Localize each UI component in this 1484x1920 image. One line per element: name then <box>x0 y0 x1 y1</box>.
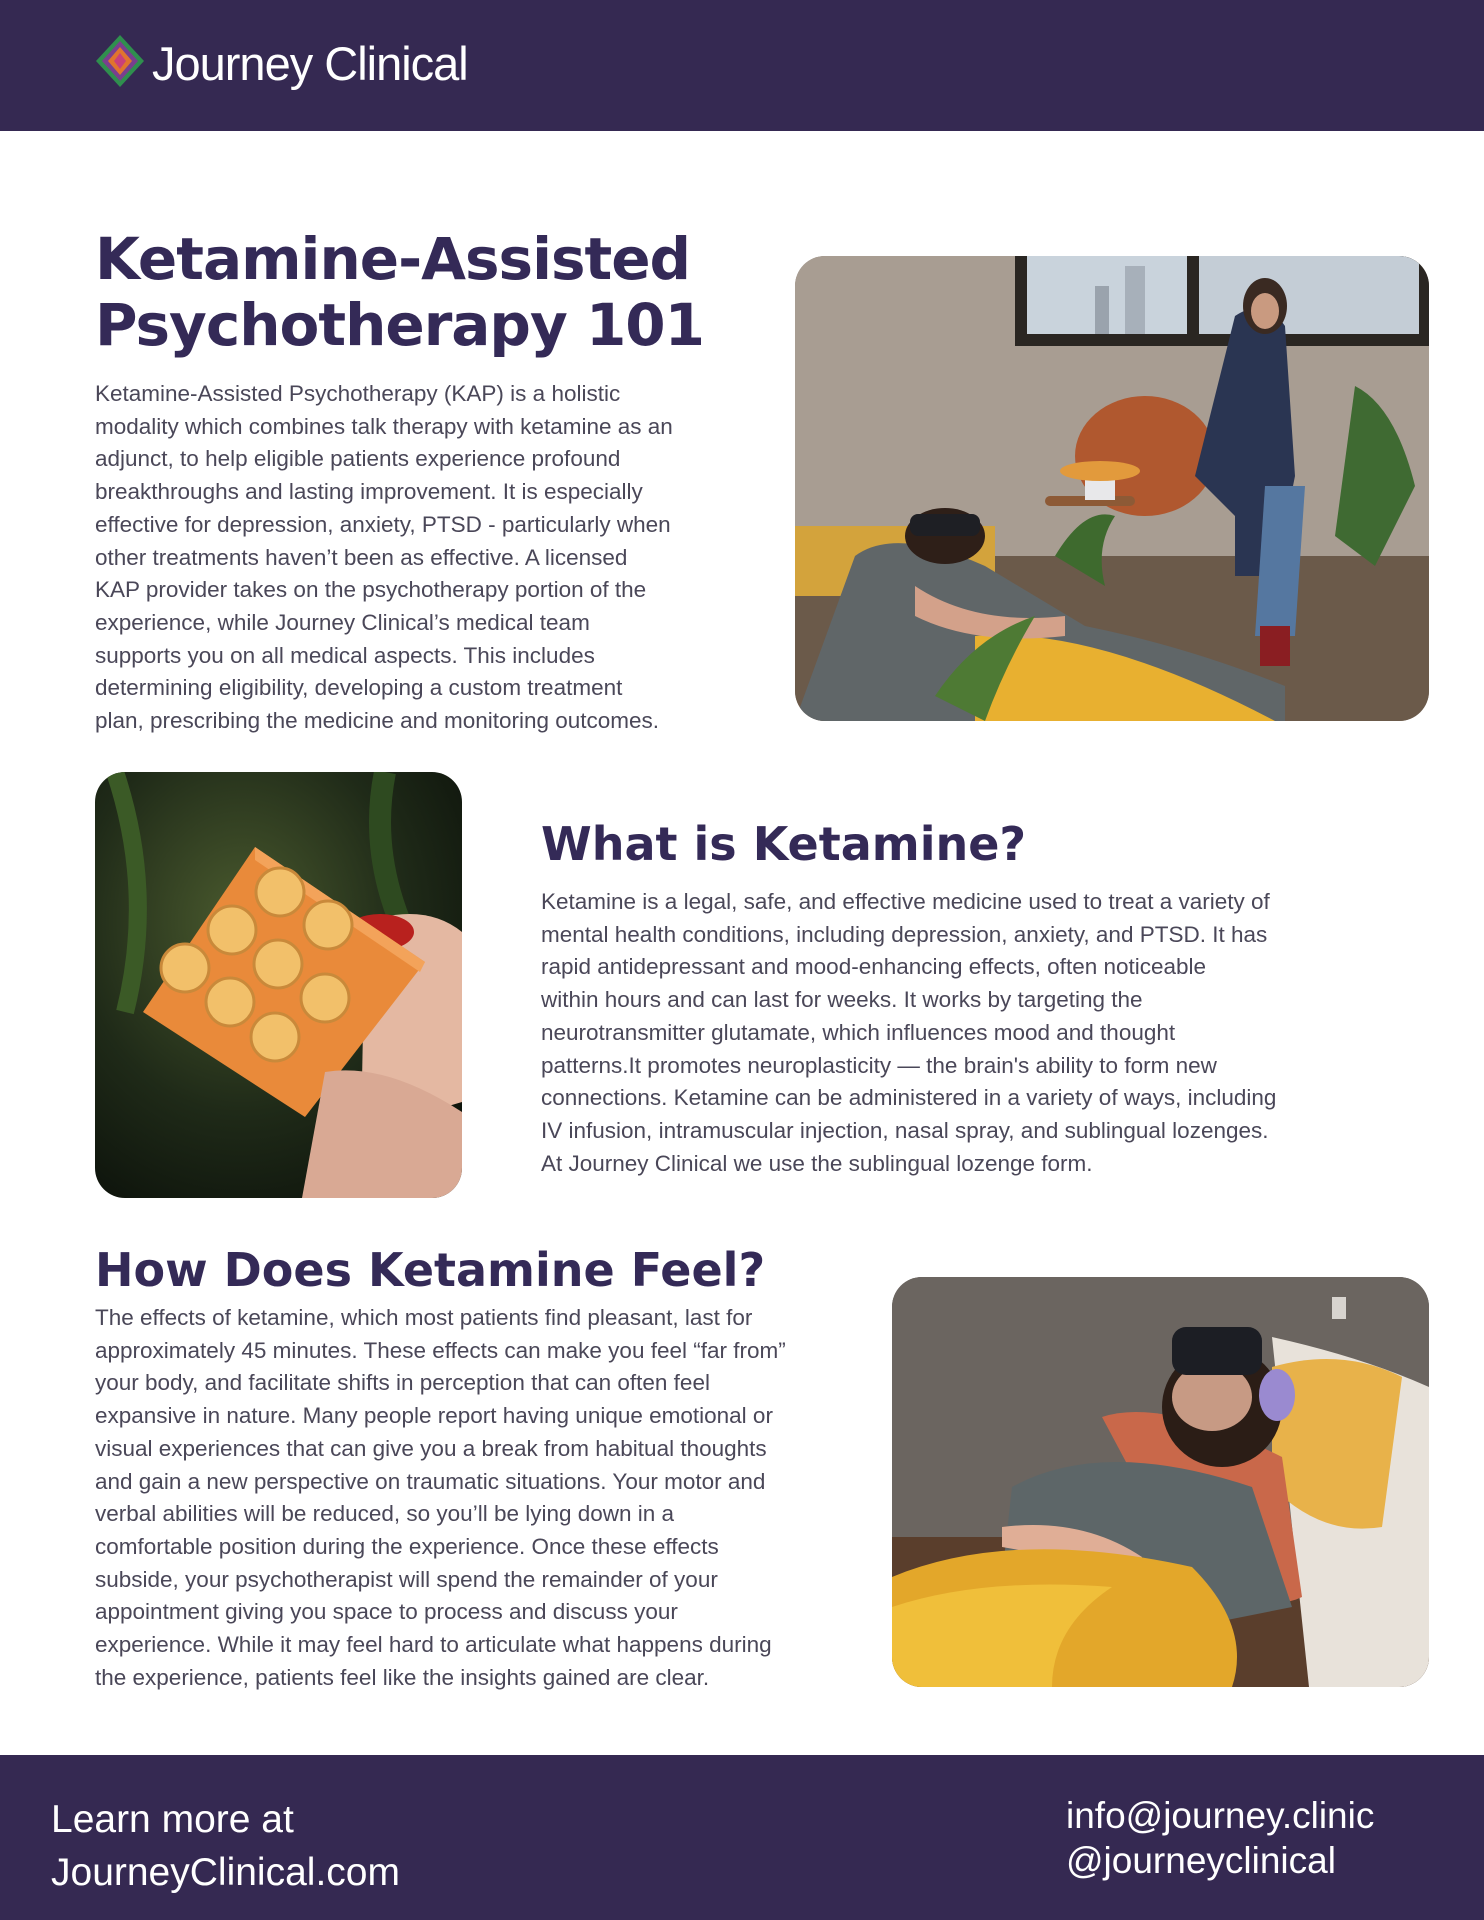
text-line: KAP provider takes on the psychotherapy portion of the <box>95 577 647 603</box>
text-line: patterns.It promotes neuroplasticity — the brain's ability to form new <box>541 1052 1217 1078</box>
text-line: breakthroughs and lasting improvement. It is especially <box>95 479 643 505</box>
text-line: verbal abilities will be reduced, so you’ll be lying down in a <box>95 1501 675 1527</box>
text-line: visual experiences that can give you a break from habitual thoughts <box>95 1435 767 1461</box>
text-line: determining eligibility, developing a custom treatment <box>95 675 623 701</box>
text-line: plan, prescribing the medicine and monitoring outcomes. <box>95 708 660 734</box>
text-line: your body, and facilitate shifts in perception that can often feel <box>95 1370 710 1396</box>
text-line: Ketamine is a legal, safe, and effective medicine used to treat a variety of <box>541 889 1270 914</box>
social-handle-link[interactable]: @journeyclinical <box>1066 1840 1336 1881</box>
text-line: Ketamine-Assisted Psychotherapy (KAP) is a holistic <box>95 381 621 406</box>
text-line: neurotransmitter glutamate, which influences mood and thought <box>541 1019 1176 1045</box>
text-line: approximately 45 minutes. These effects can make you feel “far from” <box>95 1337 786 1363</box>
kap-intro-paragraph <box>95 378 673 738</box>
text-line: other treatments haven’t been as effective. A licensed <box>95 544 628 570</box>
text-line: effective for depression, anxiety, PTSD - particularly when <box>95 511 671 537</box>
text-line: mental health conditions, including depression, anxiety, and PTSD. It has <box>541 921 1268 947</box>
title-line: Ketamine-Assisted <box>95 225 691 293</box>
website-link[interactable]: JourneyClinical.com <box>51 1851 400 1894</box>
what-is-ketamine-heading: What is Ketamine? <box>541 817 1027 871</box>
text-line: adjunct, to help eligible patients experience profound <box>95 446 621 472</box>
learn-more-text: Learn more at <box>51 1798 294 1841</box>
kap-101-title <box>95 226 704 358</box>
site-header <box>0 0 1484 131</box>
therapy-session-photo <box>795 256 1429 721</box>
how-does-ketamine-feel-paragraph <box>95 1302 786 1694</box>
text-line: expansive in nature. Many people report having unique emotional or <box>95 1403 773 1429</box>
diamond-logo-icon <box>94 33 146 89</box>
text-line: modality which combines talk therapy with ketamine as an <box>95 413 673 439</box>
ketamine-lozenges-photo <box>95 772 462 1198</box>
text-line: experience. While it may feel hard to articulate what happens during <box>95 1632 772 1658</box>
text-line: the experience, patients feel like the insights gained are clear. <box>95 1664 710 1690</box>
patient-reclining-photo <box>892 1277 1429 1687</box>
text-line: connections. Ketamine can be administered in a variety of ways, including <box>541 1085 1277 1111</box>
text-line: rapid antidepressant and mood-enhancing effects, often noticeable <box>541 954 1207 980</box>
brand-name[interactable]: Journey Clinical <box>152 37 468 90</box>
email-link[interactable]: info@journey.clinic <box>1066 1795 1375 1836</box>
contact-block <box>1066 1793 1374 1883</box>
learn-more-block <box>51 1793 400 1899</box>
text-line: experience, while Journey Clinical’s medical team <box>95 609 590 635</box>
text-line: subside, your psychotherapist will spend the remainder of your <box>95 1566 718 1592</box>
text-line: IV infusion, intramuscular injection, nasal spray, and sublingual lozenges. <box>541 1117 1269 1143</box>
title-line: Psychotherapy 101 <box>95 291 705 359</box>
text-line: comfortable position during the experience. Once these effects <box>95 1533 719 1559</box>
site-footer <box>0 1755 1484 1920</box>
text-line: and gain a new perspective on traumatic situations. Your motor and <box>95 1468 766 1494</box>
text-line: The effects of ketamine, which most patients find pleasant, last for <box>95 1305 753 1330</box>
text-line: within hours and can last for weeks. It works by targeting the <box>541 987 1143 1013</box>
what-is-ketamine-paragraph <box>541 886 1276 1180</box>
text-line: appointment giving you space to process and discuss your <box>95 1599 678 1625</box>
text-line: supports you on all medical aspects. This includes <box>95 642 595 668</box>
text-line: At Journey Clinical we use the sublingual lozenge form. <box>541 1150 1093 1176</box>
how-does-ketamine-feel-heading: How Does Ketamine Feel? <box>95 1243 766 1297</box>
